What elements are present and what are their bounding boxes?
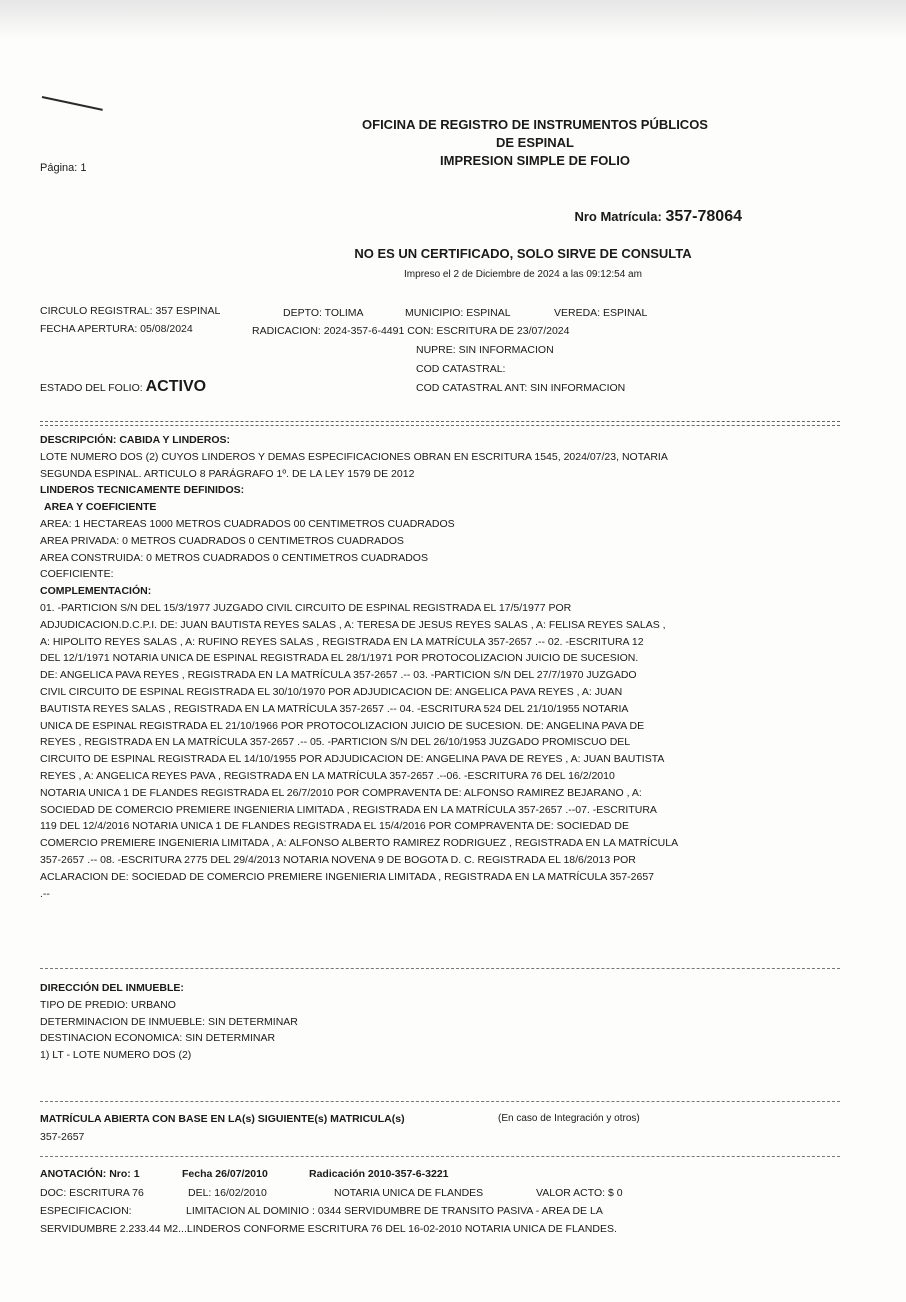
matricula-number: [574, 208, 742, 226]
matricula-abierta-note: (En caso de Integración y otros): [498, 1113, 640, 1124]
anotacion-doc: DOC: ESCRITURA 76: [40, 1187, 144, 1199]
print-timestamp: Impreso el 2 de Diciembre de 2024 a las 09:12:54 am: [404, 269, 642, 280]
estado-label: ESTADO DEL FOLIO:: [40, 382, 143, 394]
circulo-registral: CIRCULO REGISTRAL: 357 ESPINAL: [40, 305, 221, 317]
matricula-value: 357-78064: [665, 208, 742, 225]
estado-folio: [40, 378, 206, 396]
destinacion-economica: DESTINACION ECONOMICA: SIN DETERMINAR: [40, 1032, 276, 1045]
complementacion-line: DEL 12/1/1971 NOTARIA UNICA DE ESPINAL REGISTRADA EL 28/1/1971 POR PROTOCOLIZACION JUICIO DE SUCESION.: [40, 652, 639, 665]
complementacion-line: .--: [40, 887, 50, 900]
paper-fold-shadow: [0, 0, 906, 40]
municipio: MUNICIPIO: ESPINAL: [405, 307, 511, 319]
complementacion-line: 119 DEL 12/4/2016 NOTARIA UNICA 1 DE FLANDES REGISTRADA EL 15/4/2016 POR COMPRAVENTA DE: SOCIEDAD DE: [40, 820, 629, 833]
fecha-apertura: FECHA APERTURA: 05/08/2024: [40, 323, 193, 335]
complementacion-line: DE: ANGELICA PAVA REYES , REGISTRADA EN LA MATRÍCULA 357-2657 .-- 03. -PARTICION S/N DEL 27/7/1970 JUZGADO: [40, 669, 637, 682]
especificacion-text: LIMITACION AL DOMINIO : 0344 SERVIDUMBRE DE TRANSITO PASIVA - AREA DE LA: [186, 1205, 603, 1217]
tipo-predio: TIPO DE PREDIO: URBANO: [40, 998, 176, 1011]
matricula-abierta-title: MATRÍCULA ABIERTA CON BASE EN LA(s) SIGUIENTE(s) MATRICULA(s): [40, 1113, 405, 1125]
direccion-title: DIRECCIÓN DEL INMUEBLE:: [40, 982, 184, 994]
document-type: IMPRESION SIMPLE DE FOLIO: [440, 153, 630, 168]
complementacion-title: COMPLEMENTACIÓN:: [40, 585, 152, 598]
section-divider: [40, 1156, 840, 1157]
coeficiente: COEFICIENTE:: [40, 568, 114, 581]
complementacion-line: 01. -PARTICION S/N DEL 15/3/1977 JUZGADO CIVIL CIRCUITO DE ESPINAL REGISTRADA EL 17/5/1977 POR: [40, 601, 572, 614]
especificacion-text-cont: SERVIDUMBRE 2.233.44 M2...LINDEROS CONFORME ESCRITURA 76 DEL 16-02-2010 NOTARIA UNICA DE FLANDES.: [40, 1223, 617, 1235]
especificacion-label: ESPECIFICACION:: [40, 1205, 132, 1217]
anotacion-valor: VALOR ACTO: $ 0: [536, 1187, 623, 1199]
section-divider: [40, 1101, 840, 1102]
area-construida: AREA CONSTRUIDA: 0 METROS CUADRADOS 0 CENTIMETROS CUADRADOS: [40, 551, 428, 564]
anotacion-radicacion: Radicación 2010-357-6-3221: [309, 1168, 449, 1180]
complementacion-line: A: HIPOLITO REYES SALAS , A: RUFINO REYES SALAS , REGISTRADA EN LA MATRÍCULA 357-2657 .-- 02. -ESCRITURA 12: [40, 635, 644, 648]
direccion-item: 1) LT - LOTE NUMERO DOS (2): [40, 1049, 192, 1062]
document-header: [300, 116, 770, 170]
anotacion-notaria: NOTARIA UNICA DE FLANDES: [334, 1187, 484, 1199]
complementacion-line: SOCIEDAD DE COMERCIO PREMIERE INGENIERIA LIMITADA , REGISTRADA EN LA MATRÍCULA 357-2657 .--07. -ESCRITURA: [40, 803, 657, 816]
cod-catastral: COD CATASTRAL:: [416, 363, 506, 375]
anotacion-fecha: Fecha 26/07/2010: [182, 1168, 268, 1180]
office-location: DE ESPINAL: [495, 135, 574, 150]
estado-value: ACTIVO: [145, 378, 207, 395]
determinacion-inmueble: DETERMINACION DE INMUEBLE: SIN DETERMINAR: [40, 1015, 298, 1028]
complementacion-line: ADJUDICACION.D.C.P.I. DE: JUAN BAUTISTA REYES SALAS , A: TERESA DE JESUS REYES SALAS , A: FELISA REYES SALAS ,: [40, 618, 666, 631]
complementacion-line: CIRCUITO DE ESPINAL REGISTRADA EL 14/10/1955 POR ADJUDICACION DE: ANGELINA PAVA DE REYES , A: JUAN BAUTISTA: [40, 753, 665, 766]
radicacion: RADICACION: 2024-357-6-4491 CON: ESCRITURA DE 23/07/2024: [252, 325, 570, 337]
vereda: VEREDA: ESPINAL: [554, 307, 648, 319]
complementacion-line: 357-2657 .-- 08. -ESCRITURA 2775 DEL 29/4/2013 NOTARIA NOVENA 9 DE BOGOTA D. C. REGISTRADA EL 18/6/2013 POR: [40, 853, 636, 866]
matricula-label: Nro Matrícula:: [574, 209, 662, 224]
descripcion-title: DESCRIPCIÓN: CABIDA Y LINDEROS:: [40, 434, 230, 446]
complementacion-line: REYES , A: ANGELICA REYES PAVA , REGISTRADA EN LA MATRÍCULA 357-2657 .--06. -ESCRITURA 76 DEL 16/2/2010: [40, 769, 615, 782]
area-privada: AREA PRIVADA: 0 METROS CUADRADOS 0 CENTIMETROS CUADRADOS: [40, 534, 404, 547]
complementacion-line: BAUTISTA REYES SALAS , REGISTRADA EN LA MATRÍCULA 357-2657 .-- 04. -ESCRITURA 524 DEL 21/10/1955 NOTARIA: [40, 702, 629, 715]
page-number: Página: 1: [40, 162, 87, 174]
pen-mark: [42, 96, 103, 111]
direccion-section: [40, 980, 830, 1064]
cod-catastral-ant: COD CATASTRAL ANT: SIN INFORMACION: [416, 382, 626, 394]
area-coeficiente-title: AREA Y COEFICIENTE: [44, 501, 157, 514]
complementacion-line: CIVIL CIRCUITO DE ESPINAL REGISTRADA EL 30/10/1970 POR ADJUDICACION DE: ANGELICA PAVA REYES , A: JUAN: [40, 685, 623, 698]
complementacion-line: COMERCIO PREMIERE INGENIERIA LIMITADA , A: ALFONSO ALBERTO RAMIREZ RODRIGUEZ , REGISTRADA EN LA MATRÍCULA: [40, 837, 679, 850]
linderos-title: LINDEROS TECNICAMENTE DEFINIDOS:: [40, 484, 245, 497]
anotacion-number: ANOTACIÓN: Nro: 1: [40, 1168, 140, 1180]
anotacion-del: DEL: 16/02/2010: [188, 1187, 267, 1199]
complementacion-line: REYES , REGISTRADA EN LA MATRÍCULA 357-2657 .-- 05. -PARTICION S/N DEL 26/10/1953 JUZGADO PROMISCUO DEL: [40, 736, 631, 749]
section-divider: [40, 968, 840, 969]
double-divider: [40, 421, 840, 426]
complementacion-line: UNICA DE ESPINAL REGISTRADA EL 21/10/1966 POR PROTOCOLIZACION JUICIO DE SUCESION. DE: ANGELINA PAVA DE: [40, 719, 645, 732]
nupre: NUPRE: SIN INFORMACION: [416, 344, 554, 356]
office-title: OFICINA DE REGISTRO DE INSTRUMENTOS PÚBLICOS: [362, 117, 708, 132]
complementacion-line: ACLARACION DE: SOCIEDAD DE COMERCIO PREMIERE INGENIERIA LIMITADA , REGISTRADA EN LA MATRÍCULA 357-2657: [40, 870, 655, 883]
descripcion-line: LOTE NUMERO DOS (2) CUYOS LINDEROS Y DEMAS ESPECIFICACIONES OBRAN EN ESCRITURA 1545, 2024/07/23, NOTARIA: [40, 450, 668, 463]
not-certificate-notice: NO ES UN CERTIFICADO, SOLO SIRVE DE CONSULTA: [354, 246, 692, 261]
matricula-abierta-value: 357-2657: [40, 1131, 85, 1143]
area: AREA: 1 HECTAREAS 1000 METROS CUADRADOS 00 CENTIMETROS CUADRADOS: [40, 517, 455, 530]
complementacion-line: NOTARIA UNICA 1 DE FLANDES REGISTRADA EL 26/7/2010 POR COMPRAVENTA DE: ALFONSO RAMIREZ BEJARANO , A:: [40, 786, 642, 799]
departamento: DEPTO: TOLIMA: [283, 307, 364, 319]
descripcion-line: SEGUNDA ESPINAL. ARTICULO 8 PARÁGRAFO 1º. DE LA LEY 1579 DE 2012: [40, 467, 415, 480]
descripcion-section: [40, 432, 830, 902]
